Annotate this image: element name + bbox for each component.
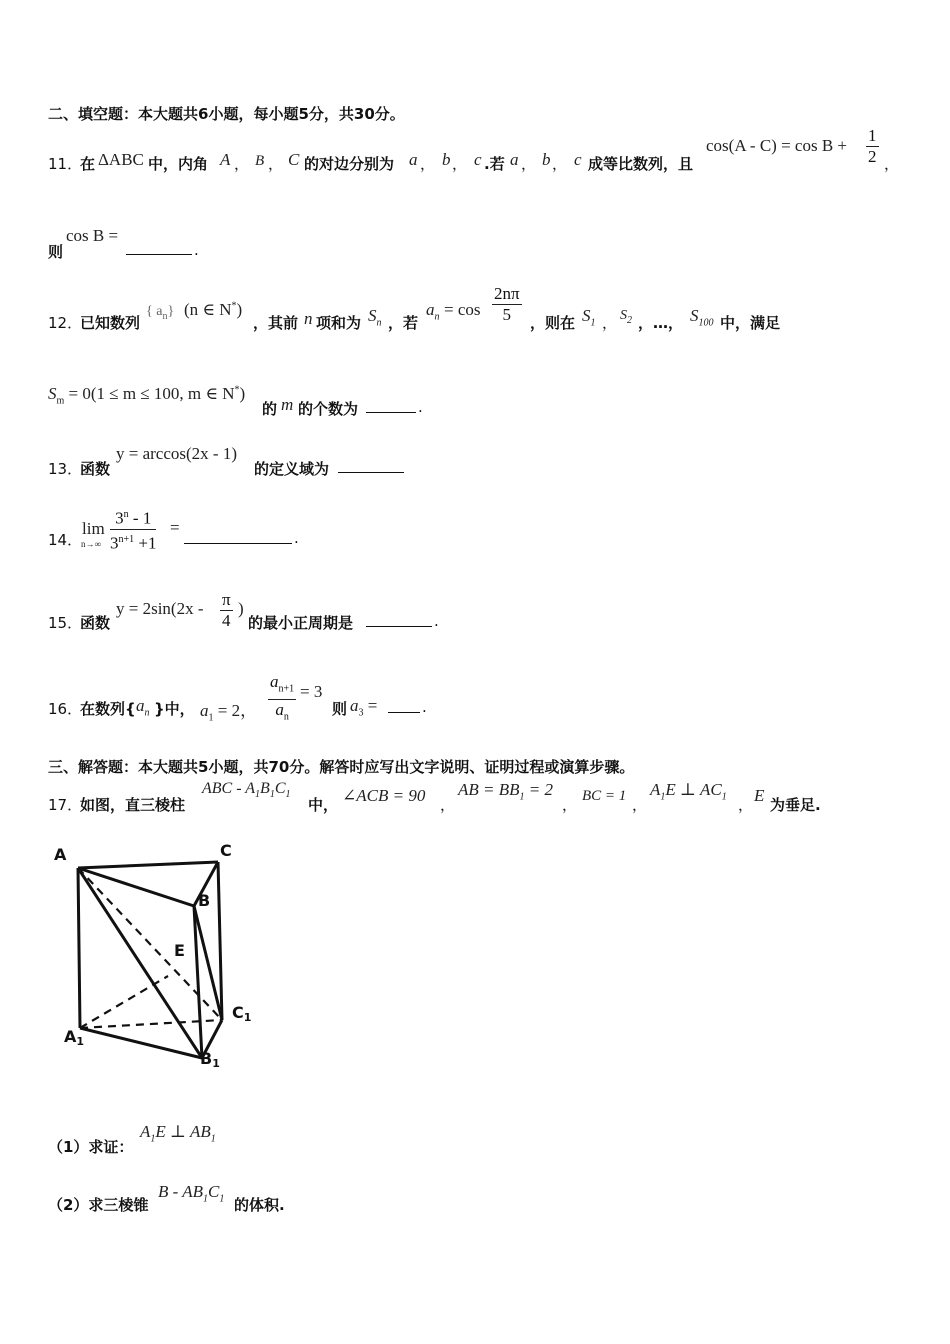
q11-answer-blank[interactable]	[126, 240, 192, 255]
q12-number: 12．	[48, 314, 83, 332]
edge-AA1	[78, 868, 80, 1028]
q12-answer-blank[interactable]	[366, 398, 416, 413]
section-heading-fill-in: 二、填空题：本大题共6小题，每小题5分，共30分。	[48, 105, 405, 123]
edge-AC	[78, 862, 218, 868]
q13-number: 13．	[48, 460, 83, 478]
q11-condition-expr: cos(A - C) = cos B +	[706, 136, 847, 155]
label-A1: A1	[64, 1027, 85, 1048]
section-heading-solutions: 三、解答题：本大题共5小题，共70分。解答时应写出文字说明、证明过程或演算步骤。	[48, 758, 635, 776]
q16-answer-blank[interactable]	[388, 698, 420, 713]
label-B1: B1	[200, 1049, 220, 1070]
q13-answer-blank[interactable]	[338, 458, 404, 473]
q11-number: 11．	[48, 155, 83, 173]
q14-fraction: $\frac{3^n - 1}{3^{n+1} +1}$	[110, 505, 156, 553]
edge-CC1	[218, 862, 222, 1020]
q12-fraction: $\frac{2n\pi}{5}$	[494, 284, 520, 324]
q13-expr: y = arccos(2x - 1)	[116, 444, 237, 463]
q15-number: 15．	[48, 614, 83, 632]
label-C: C	[220, 841, 232, 860]
edge-AB1	[78, 868, 202, 1058]
q15-fraction: $\frac{\pi}{4}$	[222, 590, 231, 630]
label-C1: C1	[232, 1003, 252, 1024]
edge-AB	[78, 868, 194, 906]
edge-A1E-dashed	[80, 976, 168, 1028]
q16-number: 16．	[48, 700, 83, 718]
label-E: E	[174, 941, 185, 960]
q11-fraction: $\frac{1}{2}$	[868, 126, 877, 166]
label-B: B	[198, 891, 211, 910]
label-A: A	[54, 845, 67, 864]
prism-figure	[50, 836, 270, 1076]
q14-number: 14．	[48, 531, 83, 549]
q14-answer-blank[interactable]	[184, 529, 292, 544]
q16-fraction: $\frac{a_{n+1}}{a_n}$	[270, 672, 295, 723]
q15-answer-blank[interactable]	[366, 612, 432, 627]
q17-number: 17．	[48, 796, 83, 814]
